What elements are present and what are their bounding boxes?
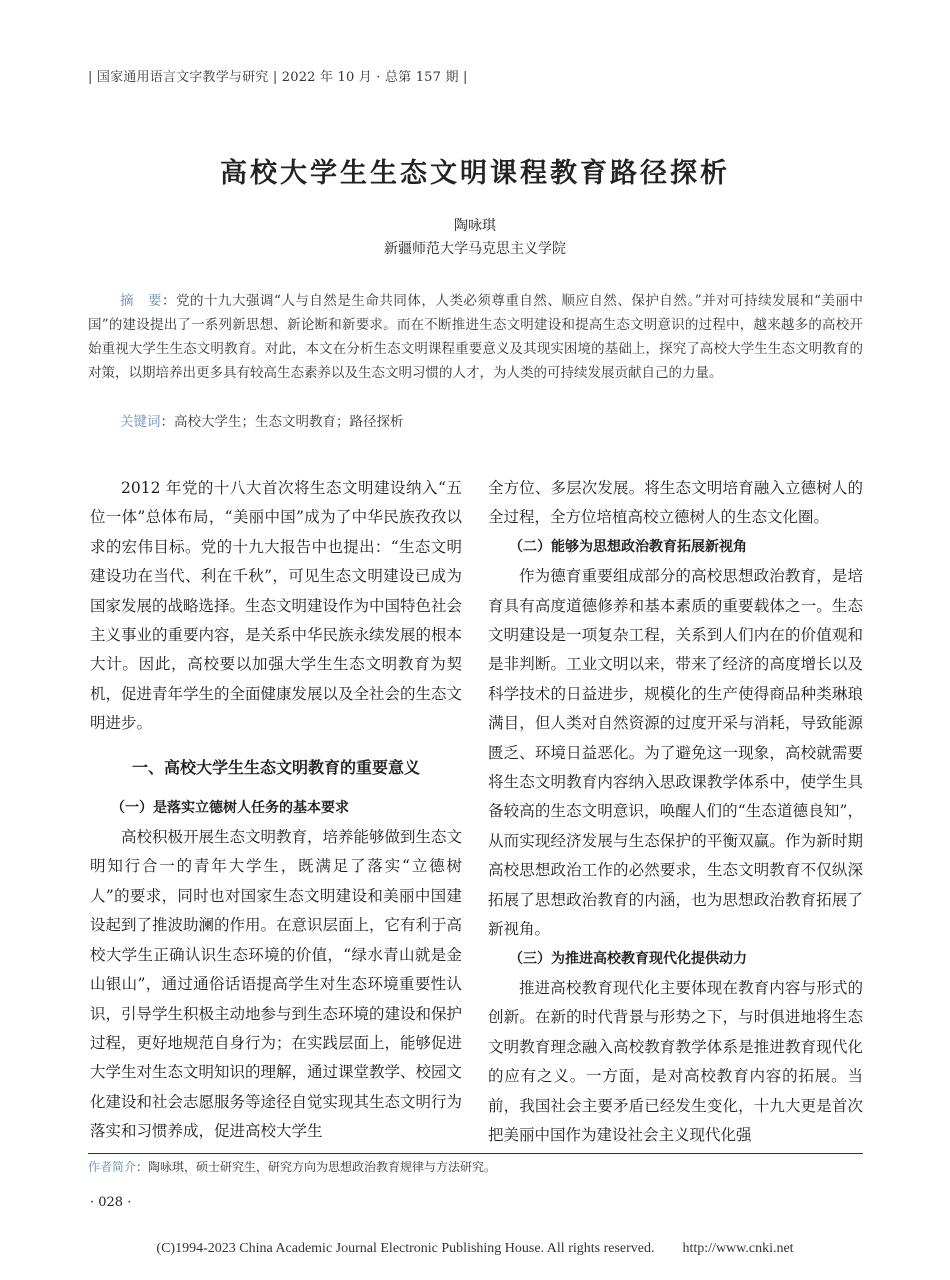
subsection-heading-1: （一）是落实立德树人任务的基本要求 [111,799,349,816]
page-number: · 028 · [90,1195,132,1210]
body-column-right [488,474,863,1150]
author-note [88,1158,496,1175]
journal-header: | 国家通用语言文字教学与研究 | 2022 年 10 月 · 总第 157 期 | [88,70,468,85]
copyright-line: (C)1994-2023 China Academic Journal Electronic Publishing House. All rights reserved. http://www.cnki.net [156,1241,794,1256]
body-column-left [90,474,462,1147]
author-name: 陶咏琪 [454,218,496,234]
abstract-label: 摘 要 [120,293,163,309]
intro-paragraph: 2012 年党的十八大首次将生态文明建设纳入“五位一体”总体布局，“美丽中国”成为了中华民族孜孜以求的宏伟目标。党的十九大报告中也提出：“生态文明建设功在当代、利在千秋”，可见生态文明建设已成为国家发展的战略选择。生态文明建设作为中国特色社会主义事业的重要内容，是关系中华民族永续发展的根本大计。因此，高校要以加强大学生生态文明教育为契机，促进青年学生的全面健康发展以及全社会的生态文明进步。 [90,479,463,733]
abstract-text: ：党的十九大强调“人与自然是生命共同体，人类必须尊重自然、顺应自然、保护自然。”并对可持续发展和“美丽中国”的建设提出了一系列新思想、新论断和新要求。而在不断推进生态文明建设和提高生态文明意识的过程中，越来越多的高校开始重视大学生生态文明教育。对此，本文在分析生态文明课程重要意义及其现实困境的基础上，探究了高校大学生生态文明教育的对策，以期培养出更多具有较高生态素养以及生态文明习惯的人才，为人类的可持续发展贡献自己的力量。 [88,293,863,381]
subsection-heading-2: （二）能够为思想政治教育拓展新视角 [509,538,747,555]
continued-paragraph: 全方位、多层次发展。将生态文明培育融入立德树人的全过程，全方位培植高校立德树人的生态文化圈。 [488,479,863,527]
subsection-3-paragraph: 推进高校教育现代化主要体现在教育内容与形式的创新。在新的时代背景与形势之下，与时俱进地将生态文明教育理念融入高校教育教学体系是推进教育现代化的应有之义。一方面，是对高校教育内容的拓展。当前，我国社会主要矛盾已经发生变化，十九大更是首次把美丽中国作为建设社会主义现代化强 [488,978,863,1144]
author-affiliation: 新疆师范大学马克思主义学院 [384,241,566,257]
keywords [120,410,860,434]
author-note-text: ：陶咏琪，硕士研究生，研究方向为思想政治教育规律与方法研究。 [136,1160,497,1174]
keywords-text: ：高校大学生；生态文明教育；路径探析 [160,414,404,430]
keywords-label: 关键词 [120,414,161,430]
section-heading-1: 一、高校大学生生态文明教育的重要意义 [131,757,420,777]
footnote-divider [88,1153,863,1154]
subsection-heading-3: （三）为推进高校教育现代化提供动力 [509,950,747,967]
author-note-label: 作者简介 [88,1160,137,1174]
article-title: 高校大学生生态文明课程教育路径探析 [220,158,730,189]
subsection-2-paragraph: 作为德育重要组成部分的高校思想政治教育，是培育具有高度道德修养和基本素质的重要载体之一。生态文明建设是一项复杂工程，关系到人们内在的价值观和是非判断。工业文明以来，带来了经济的高度增长以及科学技术的日益进步，规模化的生产使得商品种类琳琅满目，但人类对自然资源的过度开采与消耗，导致能源匮乏、环境日益恶化。为了避免这一现象，高校就需要将生态文明教育内容纳入思政课教学体系中，使学生具备较高的生态文明意识，唤醒人们的“生态道德良知”，从而实现经济发展与生态保护的平衡双赢。作为新时期高校思想政治工作的必然要求，生态文明教育不仅纵深拓展了思想政治教育的内涵，也为思想政治教育拓展了新视角。 [488,567,863,939]
subsection-1-paragraph: 高校积极开展生态文明教育，培养能够做到生态文明知行合一的青年大学生，既满足了落实“立德树人”的要求，同时也对国家生态文明建设和美丽中国建设起到了推波助澜的作用。在意识层面上，它有利于高校大学生正确认识生态环境的价值，“绿水青山就是金山银山”，通过通俗话语提高学生对生态环境重要性认识，引导学生积极主动地参与到生态环境的建设和保护过程，更好地规范自身行为；在实践层面上，能够促进大学生对生态文明知识的理解，通过课堂教学、校园文化建设和社会志愿服务等途径自觉实现其生态文明行为落实和习惯养成，促进高校大学生 [90,828,463,1141]
abstract [88,289,863,385]
